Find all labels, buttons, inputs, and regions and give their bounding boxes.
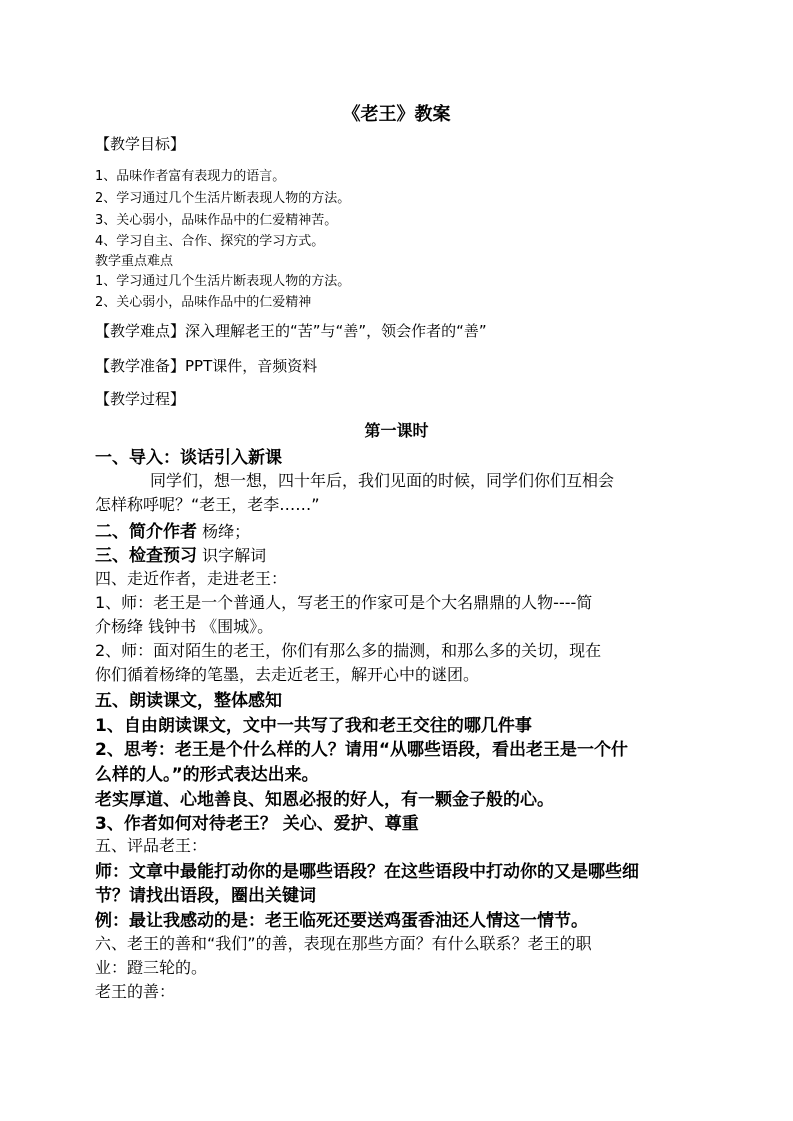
- section-1-paragraph: 怎样称呼呢？“老王，老李……”: [95, 495, 320, 514]
- section-3-text: 识字解词: [197, 546, 267, 565]
- section-5-item: 么样的人。”的形式表达出来。: [95, 765, 319, 785]
- section-6-text: 节？请找出语段，圈出关键词: [95, 886, 316, 906]
- goal-item: 4、学习自主、合作、探究的学习方式。: [95, 234, 325, 249]
- section-5-item: 1、自由朗读课文，文中一共写了我和老王交往的哪几件事: [95, 716, 532, 736]
- section-3-title: 三、检查预习: [95, 546, 197, 566]
- section-6-example: 例：最让我感动的是：老王临死还要送鸡蛋香油还人情这一情节。: [95, 911, 588, 931]
- section-1-title: 一、导入：谈话引入新课: [95, 448, 282, 468]
- section-5-item: 3、作者如何对待老王？ 关心、爱护、尊重: [95, 814, 419, 834]
- goal-item: 2、学习通过几个生活片断表现人物的方法。: [95, 191, 351, 206]
- section-4-item: 你们循着杨绛的笔墨，去走近老王，解开心中的谜团。: [95, 665, 480, 684]
- section-6-text: 师：文章中最能打动你的是哪些语段？在这些语段中打动你的又是哪些细: [95, 862, 639, 882]
- section-5-title: 五、朗读课文，整体感知: [95, 691, 282, 711]
- key-points-heading: 教学重点难点: [95, 254, 174, 269]
- goal-item: 3、关心弱小，品味作品中的仁爱精神苦。: [95, 213, 338, 228]
- lesson-heading: 第一课时: [364, 421, 429, 440]
- section-2-line: [95, 517, 250, 542]
- section-2-text: 杨绛；: [197, 522, 251, 541]
- section-1-paragraph: 同学们，想一想，四十年后，我们见面的时候，同学们你们互相会: [150, 471, 615, 490]
- section-6-title: 五、评品老王：: [95, 836, 208, 855]
- section-5-answer: 老实厚道、心地善良、知恩必报的好人，有一颗金子般的心。: [95, 790, 554, 810]
- section-4-item: 2、师：面对陌生的老王，你们有那么多的揣测，和那么多的关切，现在: [95, 641, 602, 660]
- process-heading: 【教学过程】: [95, 390, 186, 408]
- section-2-title: 二、简介作者: [95, 522, 197, 542]
- section-5-item: 2、思考：老王是个什么样的人？请用“从哪些语段，看出老王是一个什: [95, 740, 629, 760]
- preparation-line: 【教学准备】PPT课件，音频资料: [95, 357, 318, 375]
- key-point-item: 2、关心弱小，品味作品中的仁爱精神: [95, 295, 312, 310]
- section-4-title: 四、走近作者，走进老王：: [95, 569, 288, 588]
- key-point-item: 1、学习通过几个生活片断表现人物的方法。: [95, 274, 351, 289]
- section-4-item: 1、师：老王是一个普通人，写老王的作家可是个大名鼎鼎的人物----简: [95, 593, 593, 612]
- section-4-item: 介杨绛 钱钟书 《围城》。: [95, 617, 274, 636]
- goal-item: 1、品味作者富有表现力的语言。: [95, 169, 286, 184]
- section-7-text: 六、老王的善和“我们”的善，表现在那些方面？有什么联系？老王的职: [95, 934, 592, 953]
- goals-heading: 【教学目标】: [95, 135, 186, 153]
- difficulty-line: 【教学难点】深入理解老王的“苦”与“善”，领会作者的“善”: [95, 322, 487, 340]
- section-3-line: [95, 541, 266, 566]
- section-7-text: 业：蹬三轮的。: [95, 958, 208, 977]
- page-title: 《老王》教案: [342, 104, 451, 125]
- section-7-text: 老王的善：: [95, 982, 176, 1001]
